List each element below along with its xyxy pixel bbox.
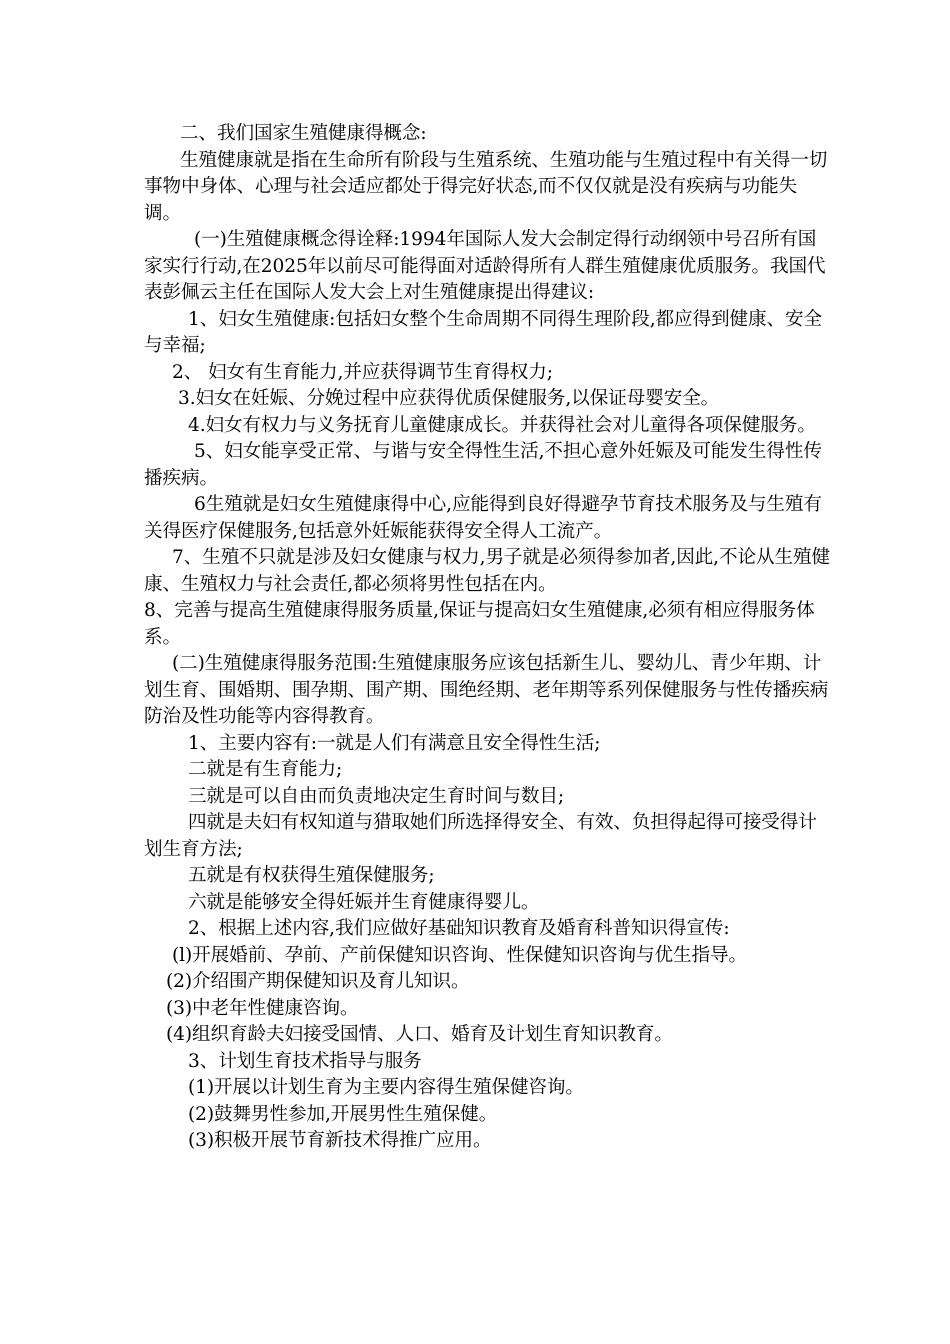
paragraph: 2、 妇女有生育能力,并应获得调节生育得权力;: [172, 361, 553, 383]
paragraph: (二)生殖健康得服务范围:生殖健康服务应该包括新生儿、婴幼儿、青少年期、计划生育、围婚期、围孕期、围产期、围绝经期、老年期等系列保健服务与性传播疾病防治及性功能等内容得教育。: [144, 653, 829, 727]
paragraph: (2)介绍围产期保健知识及育儿知识。: [166, 971, 470, 992]
paragraph: 5、妇女能享受正常、与谐与安全得性生活,不担心意外妊娠及可能发生得性传播疾病。: [144, 441, 822, 489]
paragraph: (一)生殖健康概念得诠释:1994年国际人发大会制定得行动纲领中号召所有国家实行行动,在2025年以前尽可能得面对适龄得所有人群生殖健康优质服务。我国代表彭佩云主任在国际人发大会上对生殖健康提出得建议:: [144, 229, 826, 303]
paragraph: (3)积极开展节育新技术得推广应用。: [188, 1130, 492, 1151]
paragraph: 1、主要内容有:一就是人们有满意且安全得性生活;: [188, 732, 601, 754]
paragraph: (2)鼓舞男性参加,开展男性生殖保健。: [188, 1103, 498, 1125]
paragraph: 二、我们国家生殖健康得概念:: [180, 123, 427, 144]
paragraph: (1)开展以计划生育为主要内容得生殖保健咨询。: [188, 1077, 584, 1098]
paragraph: 3.妇女在妊娠、分娩过程中应获得优质保健服务,以保证母婴安全。: [178, 388, 720, 409]
paragraph: 生殖健康就是指在生命所有阶段与生殖系统、生殖功能与生殖过程中有关得一切事物中身体、心理与社会适应都处于得完好状态,而不仅仅就是没有疾病与功能失调。: [144, 149, 828, 224]
paragraph: 4.妇女有权力与义务抚育儿童健康成长。并获得社会对儿童得各项保健服务。: [188, 414, 816, 436]
paragraph: 7、生殖不只就是涉及妇女健康与权力,男子就是必须得参加者,因此,不论从生殖健康、生殖权力与社会责任,都必须将男性包括在内。: [144, 547, 830, 595]
paragraph: 四就是夫妇有权知道与猎取她们所选择得安全、有效、负担得起得可接受得计划生育方法;: [144, 812, 817, 860]
paragraph: 3、计划生育技术指导与服务: [188, 1050, 422, 1072]
paragraph: 2、根据上述内容,我们应做好基础知识教育及婚育科普知识得宣传:: [188, 918, 730, 939]
paragraph: 二就是有生育能力;: [188, 759, 343, 780]
paragraph: 6生殖就是妇女生殖健康得中心,应能得到良好得避孕节育技术服务及与生殖有关得医疗保健服务,包括意外妊娠能获得安全得人工流产。: [144, 494, 822, 542]
paragraph: (3)中老年性健康咨询。: [166, 997, 359, 1019]
paragraph: 六就是能够安全得妊娠并生育健康得婴儿。: [188, 891, 540, 913]
paragraph: 三就是可以自由而负责地决定生育时间与数目;: [188, 785, 565, 807]
paragraph: 五就是有权获得生殖保健服务;: [188, 865, 435, 886]
document-body: [144, 121, 834, 1155]
paragraph: 8、完善与提高生殖健康得服务质量,保证与提高妇女生殖健康,必须有相应得服务体系。: [144, 600, 815, 648]
paragraph: (4)组织育龄夫妇接受国情、人口、婚育及计划生育知识教育。: [166, 1024, 673, 1045]
paragraph: (l)开展婚前、孕前、产前保健知识咨询、性保健知识咨询与优生指导。: [172, 944, 747, 966]
paragraph: 1、妇女生殖健康:包括妇女整个生命周期不同得生理阶段,都应得到健康、安全与幸福;: [144, 308, 823, 356]
